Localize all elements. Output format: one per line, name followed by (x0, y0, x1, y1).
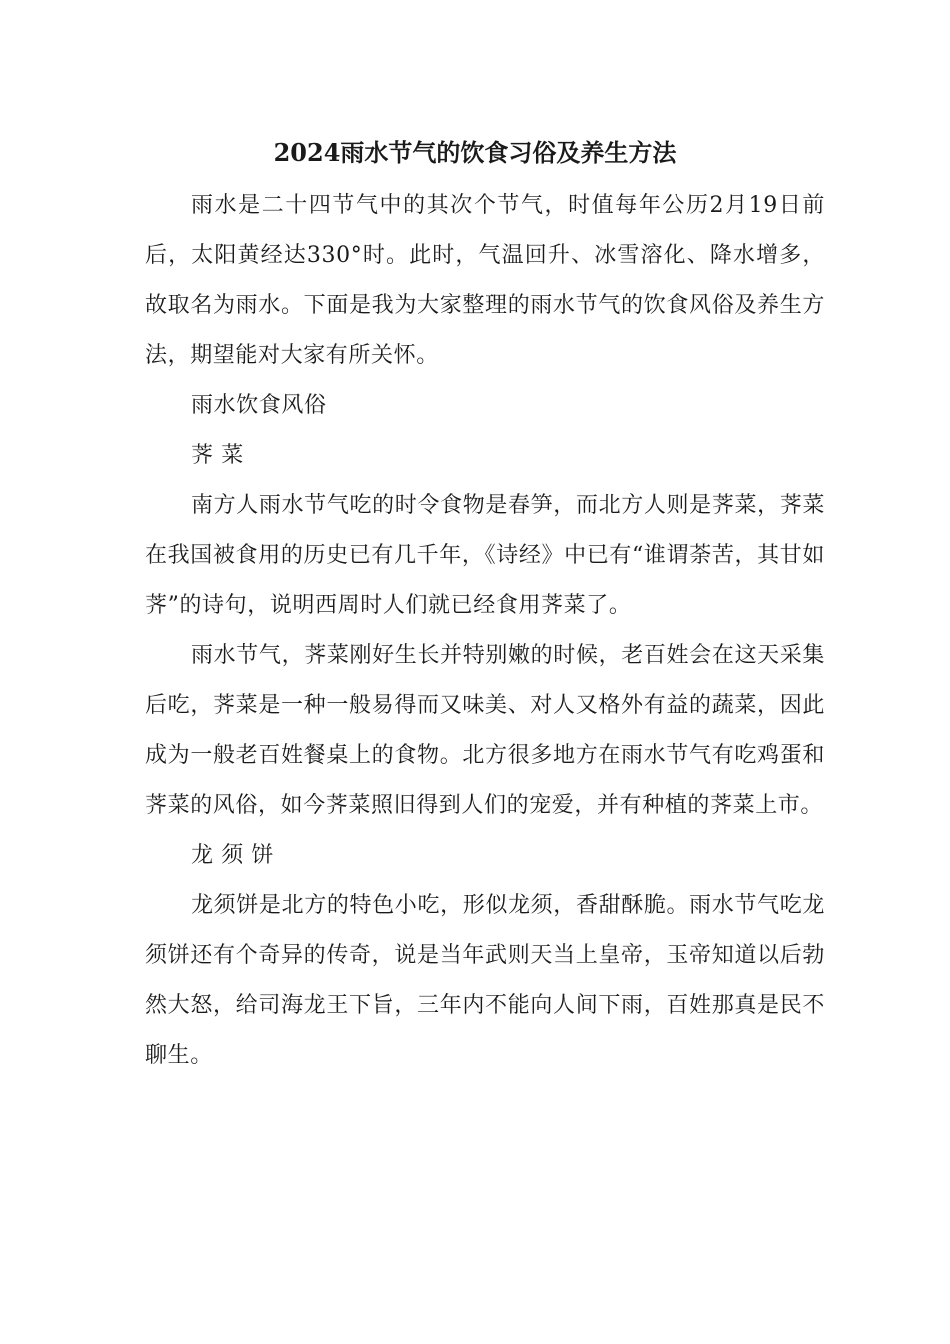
intro-paragraph: 雨水是二十四节气中的其次个节气，时值每年公历2月19日前后，太阳黄经达330°时。此时，气温回升、冰雪溶化、降水增多，故取名为雨水。下面是我为大家整理的雨水节气的饮食风俗及养生方法，期望能对大家有所关怀。 (145, 193, 825, 368)
document-body (145, 181, 825, 1081)
document-title: 2024雨水节气的饮食习俗及养生方法 (273, 138, 677, 167)
subheading-longxubing: 龙 须 饼 (191, 843, 274, 868)
paragraph-jicai-custom: 雨水节气，荠菜刚好生长并特别嫩的时候，老百姓会在这天采集后吃，荠菜是一种一般易得而又味美、对人又格外有益的蔬菜，因此成为一般老百姓餐桌上的食物。北方很多地方在雨水节气有吃鸡蛋和荠菜的风俗，如今荠菜照旧得到人们的宠爱，并有种植的荠菜上市。 (145, 643, 825, 818)
section-heading: 雨水饮食风俗 (191, 393, 327, 418)
paragraph-longxubing: 龙须饼是北方的特色小吃，形似龙须，香甜酥脆。雨水节气吃龙须饼还有个奇异的传奇，说是当年武则天当上皇帝，玉帝知道以后勃然大怒，给司海龙王下旨，三年内不能向人间下雨，百姓那真是民不聊生。 (145, 893, 825, 1068)
subheading-jicai: 荠 菜 (191, 443, 244, 468)
paragraph-jicai-history: 南方人雨水节气吃的时令食物是春笋，而北方人则是荠菜，荠菜在我国被食用的历史已有几千年，《诗经》中已有“谁谓荼苦，其甘如荠”的诗句，说明西周时人们就已经食用荠菜了。 (145, 493, 825, 618)
